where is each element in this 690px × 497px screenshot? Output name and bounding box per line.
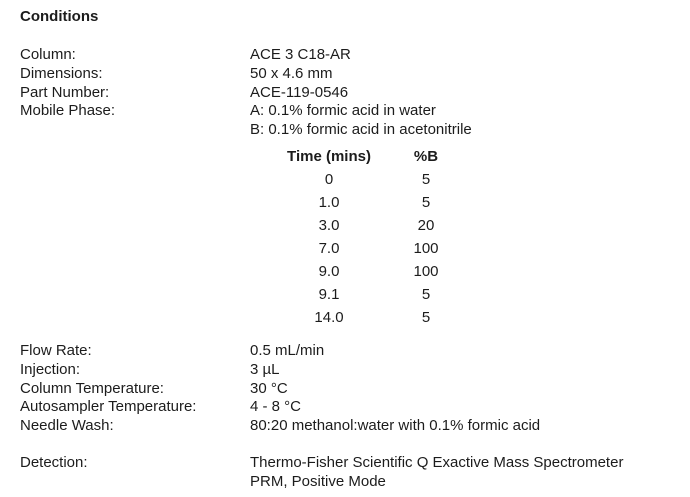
- param-row-autosampler-temperature: [20, 398, 680, 417]
- gradient-table-row: [273, 191, 680, 214]
- gradient-time-cell: 1.0: [318, 193, 340, 211]
- gradient-percent-b-cell: 100: [413, 239, 439, 257]
- param-label-injection: Injection:: [20, 360, 81, 378]
- gradient-time-cell: 0: [324, 170, 334, 188]
- param-label-column: Column:: [20, 46, 76, 63]
- param-label-mobile-phase: Mobile Phase:: [20, 102, 116, 120]
- gradient-table: [273, 145, 680, 329]
- gradient-table-row: [273, 306, 680, 329]
- detection-mode: PRM, Positive Mode: [250, 472, 386, 490]
- gradient-percent-b-cell: 5: [421, 170, 431, 188]
- mobile-phase-b: B: 0.1% formic acid in acetonitrile: [250, 121, 472, 139]
- param-row-column: [20, 46, 680, 65]
- gradient-table-row: [273, 283, 680, 306]
- param-value-dimensions: 50 x 4.6 mm: [250, 64, 333, 82]
- gradient-percent-b-cell: 5: [421, 308, 431, 326]
- page-title: Conditions: [20, 8, 99, 25]
- gradient-table-header-time: Time (mins): [287, 147, 371, 165]
- gradient-time-cell: 9.1: [318, 285, 340, 303]
- gradient-table-row: [273, 260, 680, 283]
- param-value-detection: [250, 454, 680, 492]
- param-row-detection: [20, 454, 680, 492]
- param-label-needle-wash: Needle Wash:: [20, 417, 114, 435]
- param-row-column-temperature: [20, 380, 680, 399]
- gradient-time-cell: 14.0: [314, 308, 344, 326]
- mobile-phase-a: A: 0.1% formic acid in water: [250, 102, 436, 120]
- param-value-autosampler-temperature: 4 - 8 °C: [250, 398, 302, 416]
- detection-instrument: Thermo-Fisher Scientific Q Exactive Mass Spectrometer: [250, 453, 624, 471]
- param-row-part-number: [20, 84, 680, 103]
- gradient-percent-b-cell: 20: [417, 216, 435, 234]
- gradient-percent-b-cell: 5: [421, 193, 431, 211]
- param-row-injection: [20, 361, 680, 380]
- param-row-dimensions: [20, 65, 680, 84]
- param-label-detection: Detection:: [20, 453, 88, 471]
- gradient-time-cell: 3.0: [318, 216, 340, 234]
- gradient-table-header-percent-b: %B: [413, 147, 439, 165]
- param-label-flow-rate: Flow Rate:: [20, 341, 92, 359]
- param-label-part-number: Part Number:: [20, 83, 110, 101]
- column-parameters-block: [20, 46, 680, 140]
- param-row-flow-rate: [20, 342, 680, 361]
- param-row-mobile-phase: [20, 102, 680, 140]
- gradient-table-row: [273, 168, 680, 191]
- gradient-percent-b-cell: 5: [421, 285, 431, 303]
- gradient-table-row: [273, 214, 680, 237]
- param-value-flow-rate: 0.5 mL/min: [250, 341, 325, 359]
- gradient-table-header-row: [273, 145, 680, 168]
- param-value-injection: 3 µL: [250, 360, 280, 378]
- detection-block: [20, 454, 680, 492]
- gradient-table-row: [273, 237, 680, 260]
- param-value-needle-wash: 80:20 methanol:water with 0.1% formic acid: [250, 417, 541, 435]
- param-label-autosampler-temperature: Autosampler Temperature:: [20, 398, 197, 416]
- run-parameters-block: [20, 342, 680, 436]
- gradient-percent-b-cell: 100: [413, 262, 439, 280]
- param-value-column: ACE 3 C18-AR: [250, 46, 351, 63]
- param-value-column-temperature: 30 °C: [250, 379, 288, 397]
- param-value-mobile-phase: [250, 102, 680, 140]
- param-row-needle-wash: [20, 417, 680, 436]
- gradient-time-cell: 9.0: [318, 262, 340, 280]
- param-label-column-temperature: Column Temperature:: [20, 379, 164, 397]
- param-value-part-number: ACE-119-0546: [250, 83, 349, 101]
- gradient-time-cell: 7.0: [318, 239, 340, 257]
- param-label-dimensions: Dimensions:: [20, 64, 103, 82]
